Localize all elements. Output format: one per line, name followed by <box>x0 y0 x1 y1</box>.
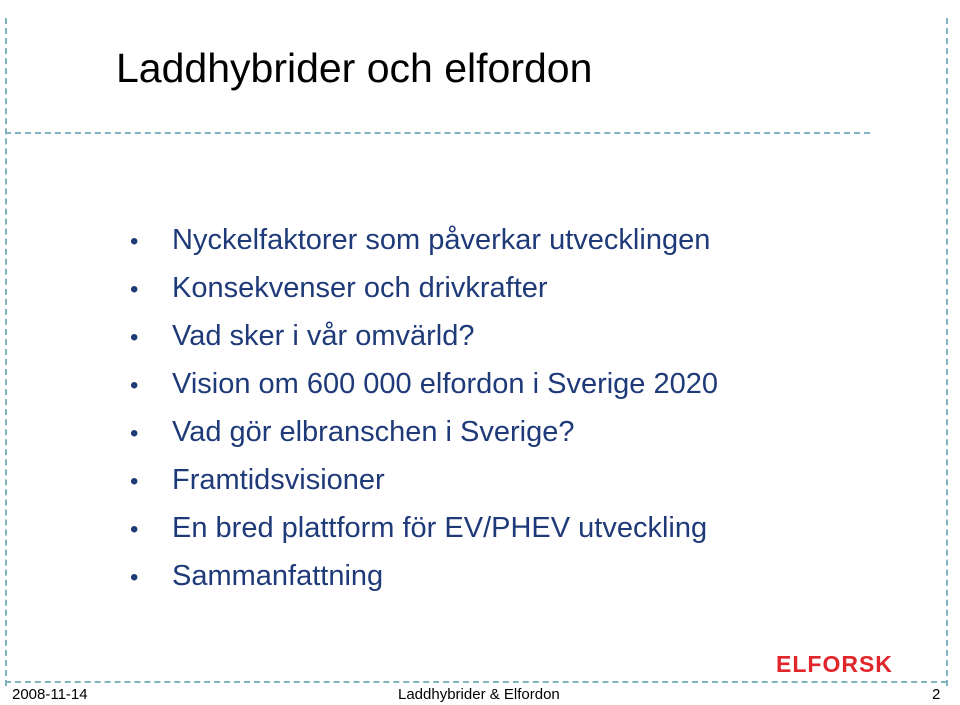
bullet-text: Framtidsvisioner <box>172 464 385 496</box>
bullet-item <box>0 552 900 600</box>
bullet-marker: • <box>130 468 139 495</box>
footer-page-number: 2 <box>932 686 941 703</box>
slide-frame-bottom-border <box>5 681 947 683</box>
bullet-item <box>0 456 900 504</box>
bullet-marker: • <box>130 324 139 351</box>
bullet-marker: • <box>130 564 139 591</box>
bullet-marker: • <box>130 516 139 543</box>
bullet-text: Sammanfattning <box>172 560 384 592</box>
bullet-item <box>0 312 900 360</box>
bullet-text: Vad gör elbranschen i Sverige? <box>172 416 575 448</box>
bullet-item <box>0 360 900 408</box>
bullet-item <box>0 408 900 456</box>
slide-title: Laddhybrider och elfordon <box>116 45 593 91</box>
bullet-item <box>0 216 900 264</box>
footer-date: 2008-11-14 <box>12 686 88 703</box>
bullet-marker: • <box>130 228 139 255</box>
footer-presentation-title: Laddhybrider & Elfordon <box>398 686 560 703</box>
slide-frame-right-border <box>946 18 948 686</box>
bullet-marker: • <box>130 420 139 447</box>
bullet-text: Vad sker i vår omvärld? <box>172 320 475 352</box>
bullet-text: Vision om 600 000 elfordon i Sverige 2020 <box>172 368 719 400</box>
bullet-text: Nyckelfaktorer som påverkar utvecklingen <box>172 224 711 256</box>
bullet-marker: • <box>130 276 139 303</box>
bullet-text: En bred plattform för EV/PHEV utveckling <box>172 512 708 544</box>
title-divider <box>5 132 870 134</box>
elforsk-logo: ELFORSK <box>776 651 893 677</box>
bullet-text: Konsekvenser och drivkrafter <box>172 272 548 304</box>
bullet-marker: • <box>130 372 139 399</box>
bullet-item <box>0 264 900 312</box>
bullet-list <box>0 216 900 600</box>
bullet-item <box>0 504 900 552</box>
